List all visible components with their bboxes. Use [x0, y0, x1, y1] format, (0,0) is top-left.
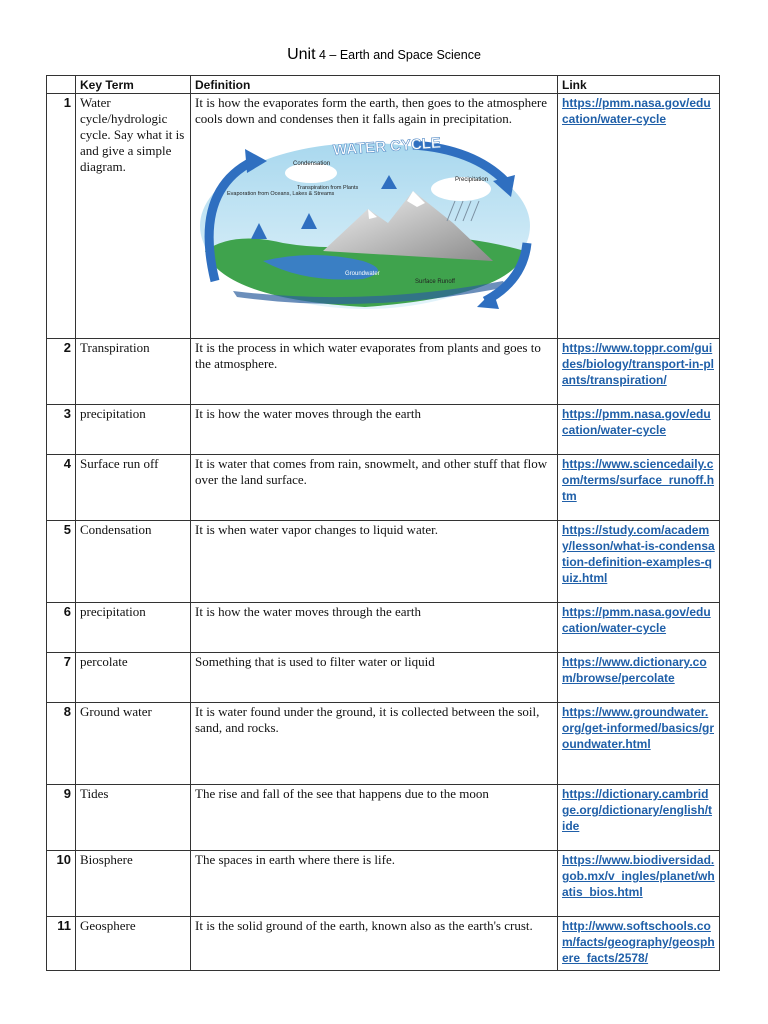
- table-row: [47, 851, 720, 917]
- table-row: [47, 339, 720, 405]
- link-cell: [558, 521, 720, 603]
- key-term: precipitation: [76, 603, 191, 653]
- label-transpiration: Transpiration from Plants: [297, 185, 359, 191]
- link-cell: [558, 94, 720, 339]
- link-cell: [558, 455, 720, 521]
- table-row: [47, 653, 720, 703]
- reference-link[interactable]: http://www.softschools.com/facts/geography/geosphere_facts/2578/: [562, 919, 715, 965]
- link-cell: [558, 405, 720, 455]
- link-cell: [558, 785, 720, 851]
- header-key-term: Key Term: [76, 76, 191, 94]
- row-number: 2: [47, 339, 76, 405]
- table-row: [47, 455, 720, 521]
- row-number: 4: [47, 455, 76, 521]
- reference-link[interactable]: https://www.toppr.com/guides/biology/transport-in-plants/transpiration/: [562, 341, 714, 387]
- definition-text: Something that is used to filter water or liquid: [191, 653, 558, 703]
- key-term: Water cycle/hydrologic cycle. Say what it is and give a simple diagram.: [76, 94, 191, 339]
- key-term: Transpiration: [76, 339, 191, 405]
- header-link: Link: [558, 76, 720, 94]
- row-number: 7: [47, 653, 76, 703]
- page-title: [0, 46, 768, 64]
- label-runoff: Surface Runoff: [415, 279, 455, 285]
- label-condensation: Condensation: [293, 161, 331, 167]
- definition-text: It is when water vapor changes to liquid water.: [191, 521, 558, 603]
- title-rest: 4 – Earth and Space Science: [319, 48, 481, 62]
- link-cell: [558, 851, 720, 917]
- reference-link[interactable]: https://www.sciencedaily.com/terms/surface_runoff.htm: [562, 457, 715, 503]
- key-term: Ground water: [76, 703, 191, 785]
- key-term: precipitation: [76, 405, 191, 455]
- reference-link[interactable]: https://www.dictionary.com/browse/percolate: [562, 655, 707, 685]
- key-term: Biosphere: [76, 851, 191, 917]
- table-row: [47, 405, 720, 455]
- header-definition: Definition: [191, 76, 558, 94]
- table-row: [47, 603, 720, 653]
- header-num: [47, 76, 76, 94]
- row-number: 3: [47, 405, 76, 455]
- row-number: 8: [47, 703, 76, 785]
- label-precipitation: Precipitation: [455, 177, 489, 183]
- reference-link[interactable]: https://study.com/academy/lesson/what-is-condensation-definition-examples-quiz.html: [562, 523, 715, 585]
- table-row: [47, 917, 720, 971]
- label-groundwater: Groundwater: [345, 271, 380, 277]
- reference-link[interactable]: https://pmm.nasa.gov/education/water-cycle: [562, 96, 711, 126]
- table-row: [47, 703, 720, 785]
- key-term: Tides: [76, 785, 191, 851]
- table-row: [47, 521, 720, 603]
- definition-text: It is water found under the ground, it is collected between the soil, sand, and rocks.: [191, 703, 558, 785]
- reference-link[interactable]: https://www.biodiversidad.gob.mx/v_ingles/planet/whatis_bios.html: [562, 853, 715, 899]
- row-number: 11: [47, 917, 76, 971]
- link-cell: [558, 917, 720, 971]
- row-number: 1: [47, 94, 76, 339]
- link-cell: [558, 703, 720, 785]
- reference-link[interactable]: https://www.groundwater.org/get-informed/basics/groundwater.html: [562, 705, 715, 751]
- definition-text: The spaces in earth where there is life.: [191, 851, 558, 917]
- table-row: [47, 94, 720, 339]
- reference-link[interactable]: https://dictionary.cambridge.org/dictionary/english/tide: [562, 787, 713, 833]
- table-header-row: [47, 76, 720, 94]
- key-term: Surface run off: [76, 455, 191, 521]
- definition-text: It is the process in which water evaporates from plants and goes to the atmosphere.: [191, 339, 558, 405]
- water-cycle-diagram: [193, 131, 539, 309]
- definition-cell: [191, 94, 558, 339]
- row-number: 9: [47, 785, 76, 851]
- link-cell: [558, 653, 720, 703]
- definition-text: It is how the evaporates form the earth, then goes to the atmosphere cools down and condenses then it falls again in precipitation.: [195, 95, 547, 126]
- key-term: percolate: [76, 653, 191, 703]
- definition-text: It is the solid ground of the earth, known also as the earth's crust.: [191, 917, 558, 971]
- key-term: Geosphere: [76, 917, 191, 971]
- row-number: 6: [47, 603, 76, 653]
- table-row: [47, 785, 720, 851]
- definition-text: It is how the water moves through the earth: [191, 405, 558, 455]
- key-term: Condensation: [76, 521, 191, 603]
- definition-text: It is how the water moves through the earth: [191, 603, 558, 653]
- definition-text: The rise and fall of the see that happens due to the moon: [191, 785, 558, 851]
- key-terms-table: [46, 75, 720, 971]
- label-evaporation: Evaporation from Oceans, Lakes & Streams: [227, 191, 335, 197]
- reference-link[interactable]: https://pmm.nasa.gov/education/water-cycle: [562, 407, 711, 437]
- row-number: 5: [47, 521, 76, 603]
- link-cell: [558, 603, 720, 653]
- link-cell: [558, 339, 720, 405]
- diagram-banner: WATER CYCLE: [332, 134, 442, 160]
- reference-link[interactable]: https://pmm.nasa.gov/education/water-cycle: [562, 605, 711, 635]
- definition-text: It is water that comes from rain, snowmelt, and other stuff that flow over the land surface.: [191, 455, 558, 521]
- title-unit: Unit: [287, 46, 316, 63]
- row-number: 10: [47, 851, 76, 917]
